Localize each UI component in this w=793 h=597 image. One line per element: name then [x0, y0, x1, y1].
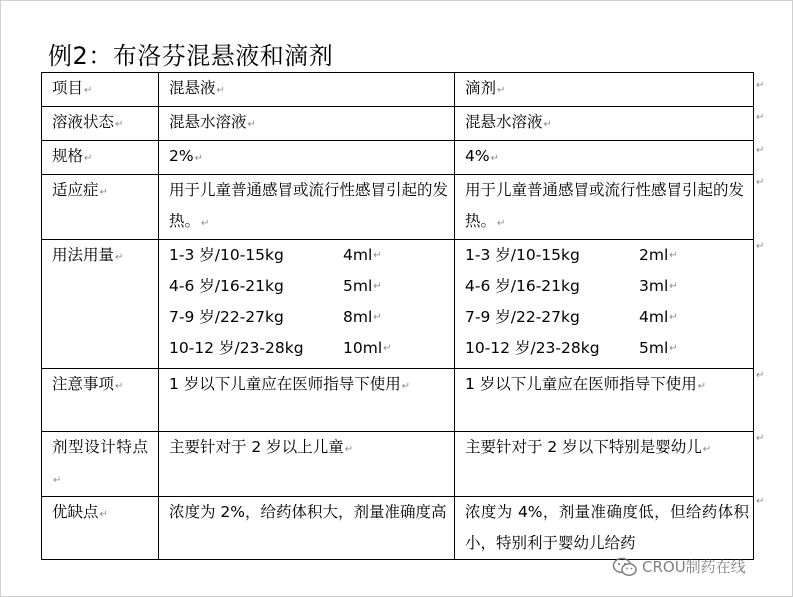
table-row-notes — [42, 369, 754, 432]
table-row-dosage — [42, 240, 754, 369]
drops-cell: 浓度为 4%，剂量准确度低，但给药体积小，特别利于婴幼儿给药 — [455, 497, 754, 560]
watermark — [612, 556, 746, 577]
table-row-design — [42, 432, 754, 497]
row-label: 剂型设计特点↵ — [42, 432, 159, 497]
table-row-indication — [42, 175, 754, 240]
drops-cell: 主要针对于 2 岁以下特别是婴幼儿↵ — [455, 432, 754, 497]
watermark-text: CROU制药在线 — [642, 558, 746, 576]
table-row-spec — [42, 141, 754, 175]
row-end-mark: ↵ — [756, 177, 765, 188]
suspension-cell: 用于儿童普通感冒或流行性感冒引起的发热。↵ — [159, 175, 455, 240]
table-header-row — [42, 73, 754, 107]
dosage-line: 1-3 岁/10-15kg 4ml ↵ — [169, 246, 382, 264]
row-end-mark: ↵ — [756, 241, 765, 252]
suspension-cell: 2%↵ — [159, 141, 455, 175]
row-end-mark: ↵ — [756, 145, 765, 156]
header-item-cell: 项目↵ — [42, 73, 159, 107]
suspension-cell: 混悬水溶液↵ — [159, 107, 455, 141]
dosage-line: 7-9 岁/22-27kg 8ml ↵ — [169, 308, 382, 326]
dosage-line: 1-3 岁/10-15kg 2ml ↵ — [465, 246, 678, 264]
row-label: 规格↵ — [42, 141, 159, 175]
suspension-cell: 主要针对于 2 岁以上儿童↵ — [159, 432, 455, 497]
slide-title: 例2：布洛芬混悬液和滴剂 — [48, 42, 334, 70]
table-row-state — [42, 107, 754, 141]
header-drops-cell: 滴剂↵ — [455, 73, 754, 107]
header-suspension-cell: 混悬液↵ — [159, 73, 455, 107]
dosage-line: 7-9 岁/22-27kg 4ml ↵ — [465, 308, 678, 326]
row-label: 溶液状态↵ — [42, 107, 159, 141]
dosage-line: 4-6 岁/16-21kg 3ml ↵ — [465, 277, 678, 295]
suspension-dosage-cell — [159, 240, 455, 369]
suspension-cell: 浓度为 2%，给药体积大，剂量准确度高 — [159, 497, 455, 560]
drops-dosage-cell — [455, 240, 754, 369]
row-end-mark: ↵ — [756, 112, 765, 123]
row-end-mark: ↵ — [756, 370, 765, 381]
drops-cell: 4%↵ — [455, 141, 754, 175]
drops-cell: 用于儿童普通感冒或流行性感冒引起的发热。↵ — [455, 175, 754, 240]
dosage-line: 10-12 岁/23-28kg 5ml ↵ — [465, 339, 678, 357]
row-end-mark: ↵ — [756, 80, 765, 91]
row-end-mark: ↵ — [756, 496, 765, 507]
comparison-table — [41, 72, 754, 560]
table-row-pros-cons — [42, 497, 754, 560]
dosage-line: 4-6 岁/16-21kg 5ml ↵ — [169, 277, 382, 295]
suspension-cell: 1 岁以下儿童应在医师指导下使用↵ — [159, 369, 455, 432]
row-end-mark: ↵ — [756, 433, 765, 444]
row-label: 注意事项↵ — [42, 369, 159, 432]
dosage-line: 10-12 岁/23-28kg 10ml ↵ — [169, 339, 392, 357]
drops-cell: 1 岁以下儿童应在医师指导下使用↵ — [455, 369, 754, 432]
row-label: 适应症↵ — [42, 175, 159, 240]
row-label: 用法用量↵ — [42, 240, 159, 369]
row-label: 优缺点↵ — [42, 497, 159, 560]
drops-cell: 混悬水溶液↵ — [455, 107, 754, 141]
wechat-icon — [612, 557, 638, 577]
